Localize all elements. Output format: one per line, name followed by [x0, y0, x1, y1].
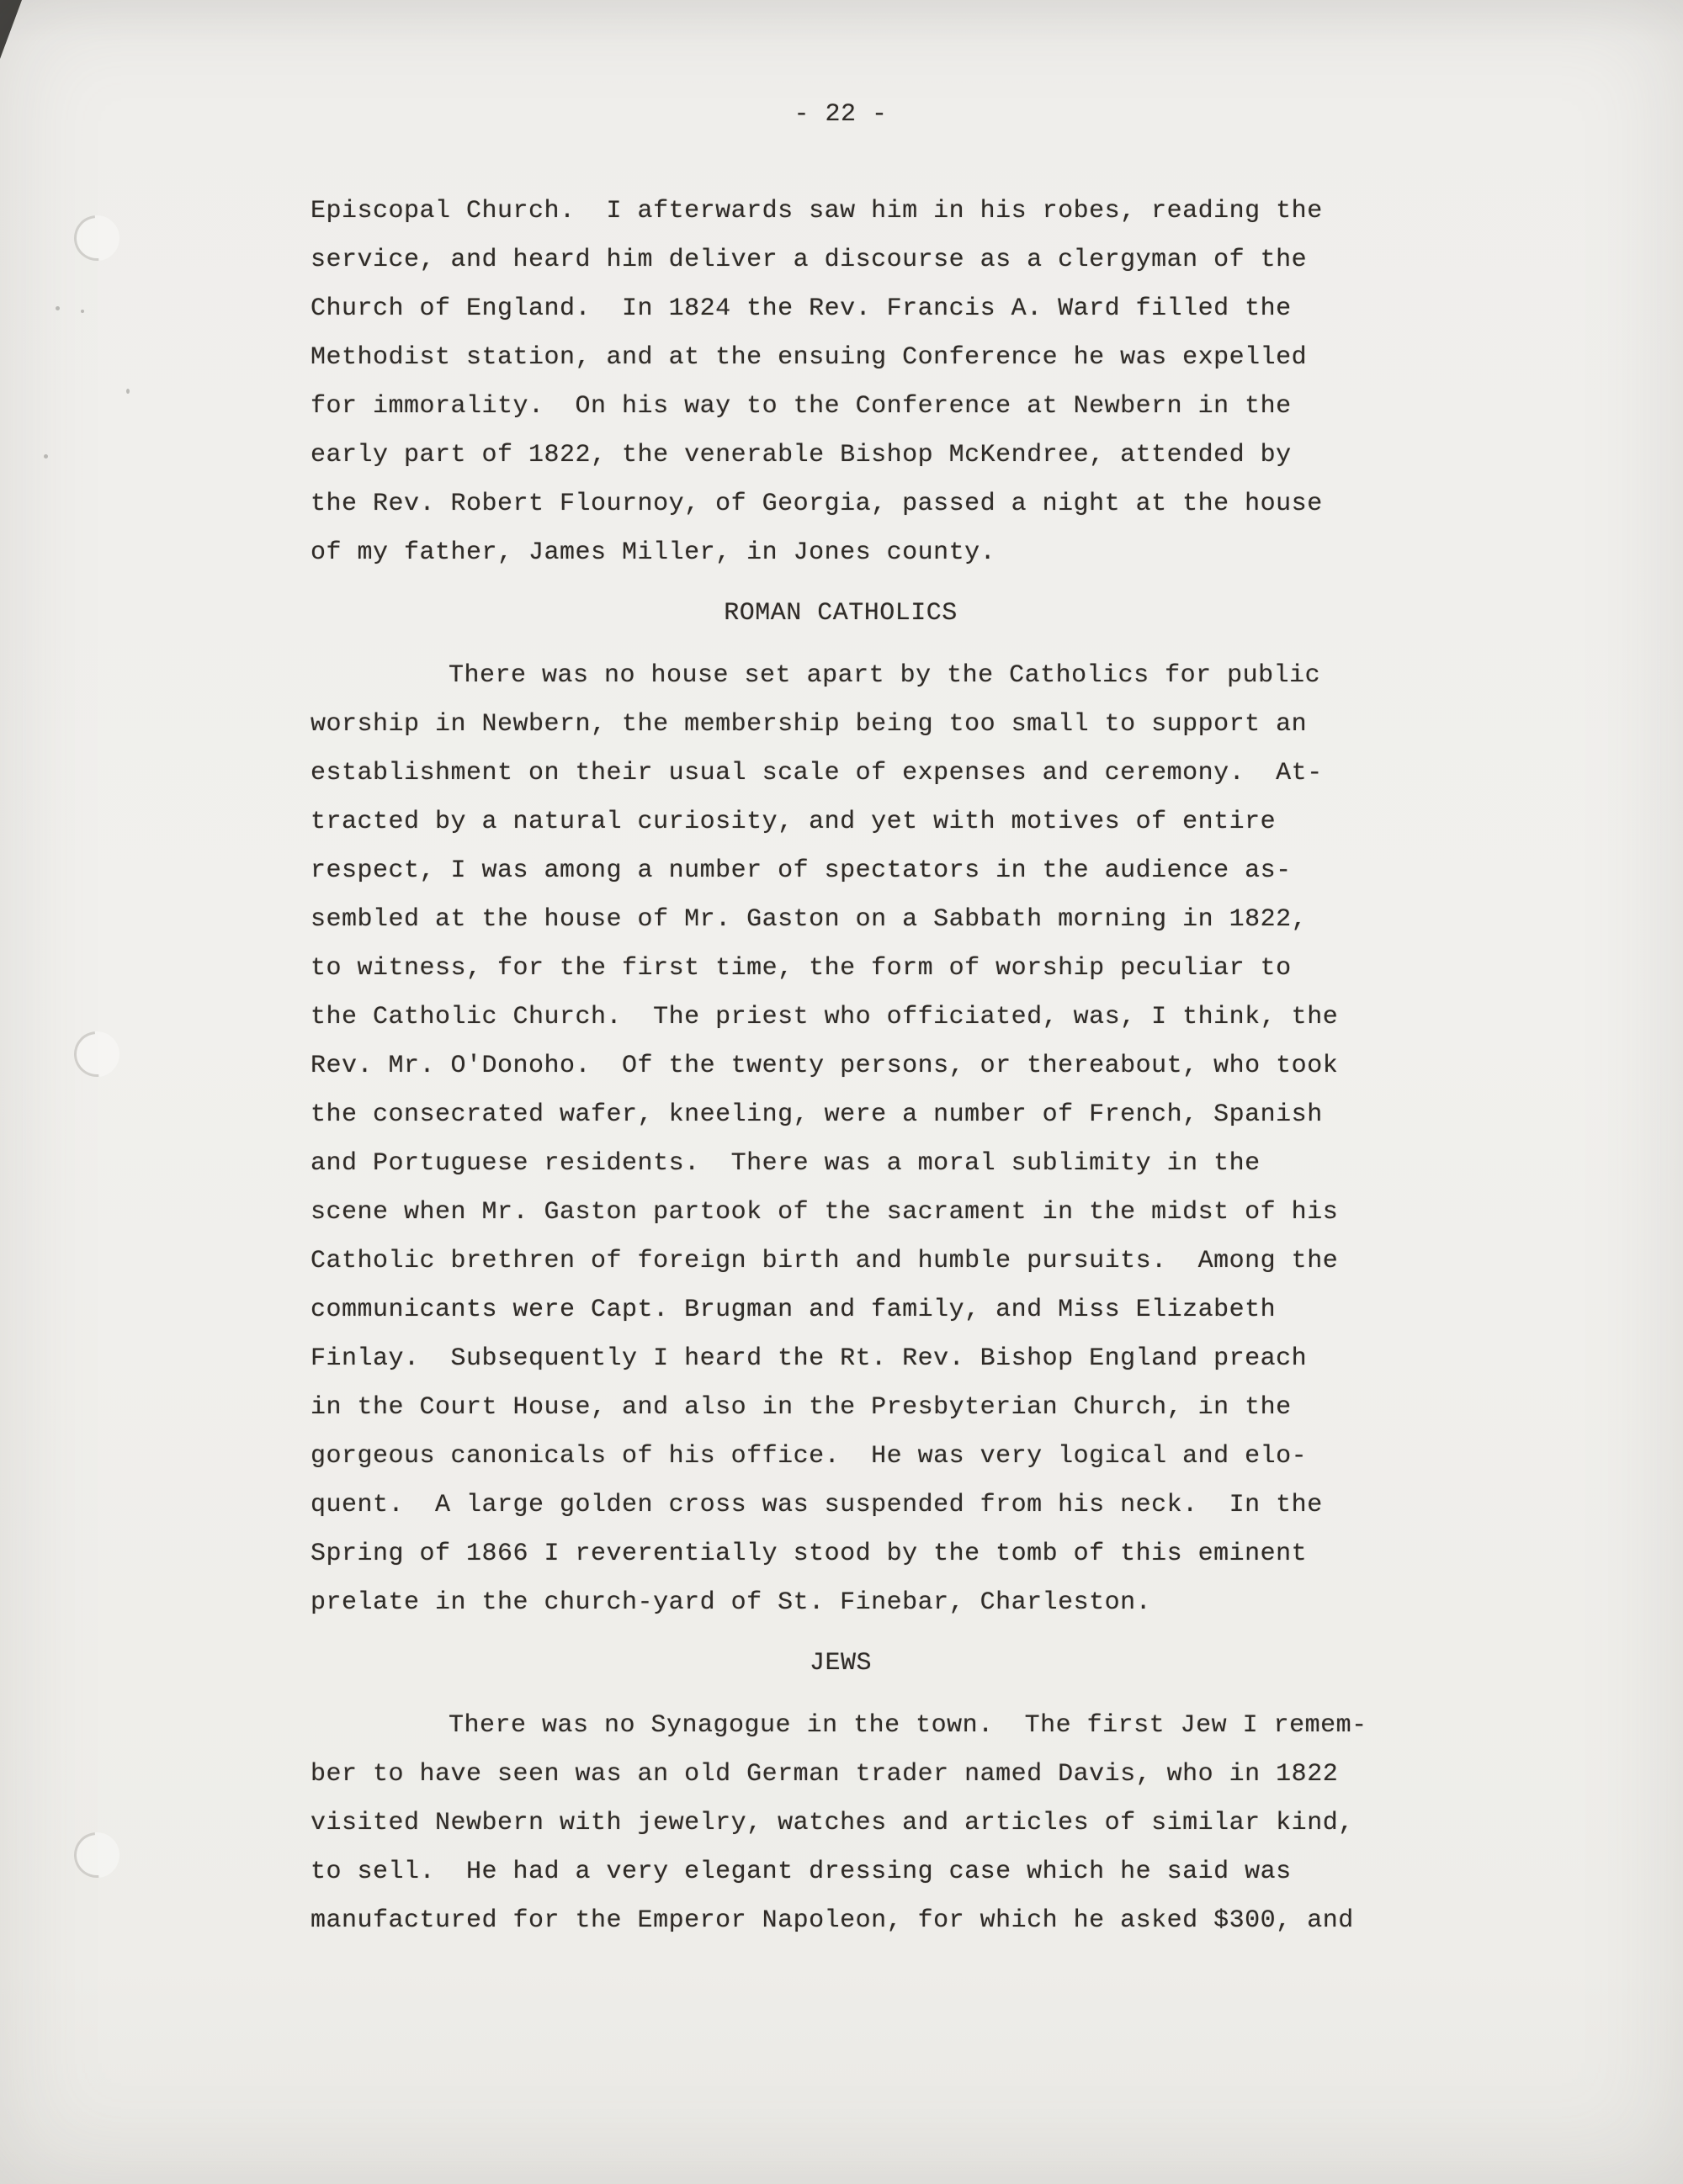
- text-line: and Portuguese residents. There was a moral sublimity in the: [311, 1149, 1261, 1178]
- text-line: the Rev. Robert Flournoy, of Georgia, passed a night at the house: [311, 490, 1323, 518]
- text-line: There was no house set apart by the Catholics for public: [449, 661, 1321, 690]
- section-heading-roman-catholics: ROMAN CATHOLICS: [724, 599, 958, 628]
- text-line: scene when Mr. Gaston partook of the sacrament in the midst of his: [311, 1198, 1339, 1227]
- text-line: tracted by a natural curiosity, and yet with motives of entire: [311, 808, 1277, 836]
- pencil-smudge: [126, 389, 130, 394]
- text-line: early part of 1822, the venerable Bishop McKendree, attended by: [311, 441, 1292, 469]
- text-line: Rev. Mr. O'Donoho. Of the twenty persons, or thereabout, who took: [311, 1052, 1339, 1080]
- text-line: quent. A large golden cross was suspended from his neck. In the: [311, 1491, 1323, 1519]
- text-line: There was no Synagogue in the town. The first Jew I remem-: [449, 1711, 1367, 1740]
- text-line: service, and heard him deliver a discourse as a clergyman of the: [311, 246, 1308, 274]
- text-line: visited Newbern with jewelry, watches and articles of similar kind,: [311, 1809, 1354, 1837]
- text-line: worship in Newbern, the membership being too small to support an: [311, 710, 1308, 739]
- text-line: Spring of 1866 I reverentially stood by the tomb of this eminent: [311, 1540, 1308, 1568]
- text-line: manufactured for the Emperor Napoleon, for which he asked $300, and: [311, 1906, 1354, 1935]
- punch-hole-bottom: [65, 1823, 129, 1887]
- text-line: in the Court House, and also in the Presbyterian Church, in the: [311, 1393, 1292, 1422]
- text-line: Methodist station, and at the ensuing Conference he was expelled: [311, 343, 1308, 372]
- text-line: Episcopal Church. I afterwards saw him in his robes, reading the: [311, 197, 1323, 225]
- text-line: of my father, James Miller, in Jones county.: [311, 538, 996, 567]
- punch-hole-middle: [65, 1022, 129, 1086]
- punch-hole-top: [65, 206, 129, 270]
- text-line: to witness, for the first time, the form of worship peculiar to: [311, 954, 1292, 983]
- text-line: gorgeous canonicals of his office. He was very logical and elo-: [311, 1442, 1308, 1471]
- page-number: - 22 -: [794, 100, 888, 129]
- text-line: sembled at the house of Mr. Gaston on a Sabbath morning in 1822,: [311, 905, 1308, 934]
- page-text: [311, 90, 1371, 1945]
- pencil-smudge: [44, 454, 48, 459]
- text-line: prelate in the church-yard of St. Finebar, Charleston.: [311, 1588, 1152, 1617]
- text-line: Finlay. Subsequently I heard the Rt. Rev. Bishop England preach: [311, 1344, 1308, 1373]
- text-line: ber to have seen was an old German trader named Davis, who in 1822: [311, 1760, 1339, 1789]
- section-heading-jews: JEWS: [809, 1649, 872, 1678]
- text-line: respect, I was among a number of spectators in the audience as-: [311, 856, 1292, 885]
- text-line: Church of England. In 1824 the Rev. Francis A. Ward filled the: [311, 294, 1292, 323]
- pencil-smudge: [81, 310, 84, 313]
- text-line: the consecrated wafer, kneeling, were a number of French, Spanish: [311, 1100, 1323, 1129]
- text-line: the Catholic Church. The priest who officiated, was, I think, the: [311, 1003, 1339, 1031]
- text-line: for immorality. On his way to the Conference at Newbern in the: [311, 392, 1292, 421]
- text-line: communicants were Capt. Brugman and family, and Miss Elizabeth: [311, 1296, 1277, 1324]
- text-line: to sell. He had a very elegant dressing case which he said was: [311, 1858, 1292, 1886]
- text-line: establishment on their usual scale of expenses and ceremony. At-: [311, 759, 1323, 787]
- scan-artifact-corner: [0, 0, 22, 59]
- pencil-smudge: [56, 306, 60, 310]
- text-line: Catholic brethren of foreign birth and humble pursuits. Among the: [311, 1247, 1339, 1275]
